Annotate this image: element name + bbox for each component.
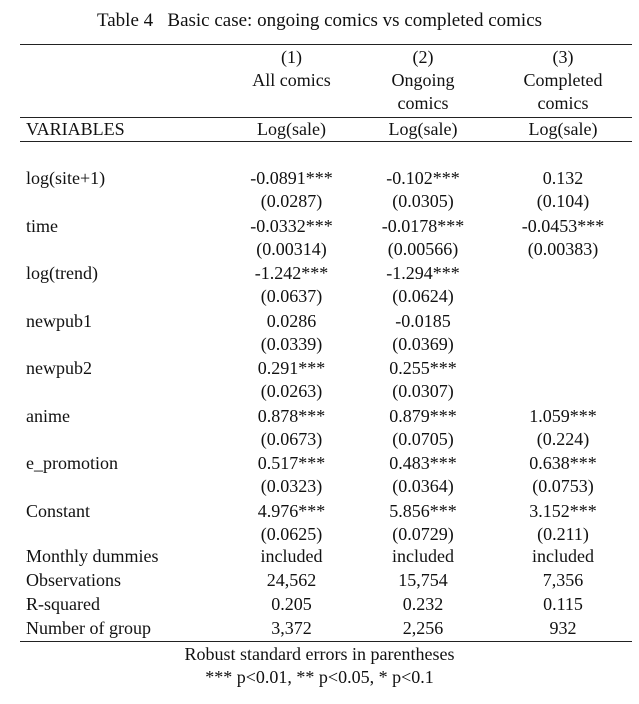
stat-number-of-group-col2: 2,256 xyxy=(402,618,444,638)
row-label-monthly-dummies: Monthly dummies xyxy=(26,546,159,566)
coefficient-time-col3: -0.0453*** xyxy=(521,216,605,236)
row-label-constant: Constant xyxy=(26,501,91,521)
coefficient-newpub1-col1: 0.0286 xyxy=(266,311,317,331)
table-caption: Table 4 Basic case: ongoing comics vs completed comics xyxy=(96,10,543,31)
coefficient-log-site-1-col2: -0.102*** xyxy=(386,168,460,188)
variables-header: VARIABLES xyxy=(26,119,125,139)
column-name-2-line2: comics xyxy=(397,93,449,113)
coefficient-e-promotion-col1: 0.517*** xyxy=(257,453,326,473)
dependent-variable-3: Log(sale) xyxy=(528,119,598,139)
stat-r-squared-col3: 0.115 xyxy=(543,594,583,614)
coefficient-newpub2-col1: 0.291*** xyxy=(257,358,326,378)
std-error-e-promotion-col2: (0.0364) xyxy=(392,476,454,496)
row-label-r-squared: R-squared xyxy=(26,594,100,614)
column-number-2: (2) xyxy=(412,47,434,67)
row-label-log-site-1: log(site+1) xyxy=(26,168,106,188)
coefficient-constant-col2: 5.856*** xyxy=(389,501,457,521)
table-bottom-rule xyxy=(20,641,632,642)
column-name-3: Completed xyxy=(523,70,603,90)
stat-monthly-dummies-col1: included xyxy=(260,546,323,566)
coefficient-time-col1: -0.0332*** xyxy=(250,216,333,236)
row-label-time: time xyxy=(26,216,58,236)
column-number-1: (1) xyxy=(281,47,302,67)
coefficient-log-trend-col1: -1.242*** xyxy=(254,263,329,283)
coefficient-e-promotion-col3: 0.638*** xyxy=(529,453,597,473)
std-error-anime-col3: (0.224) xyxy=(536,429,590,449)
stat-r-squared-col1: 0.205 xyxy=(271,594,312,614)
stat-number-of-group-col3: 932 xyxy=(549,618,577,638)
std-error-time-col3: (0.00383) xyxy=(527,239,599,259)
coefficient-e-promotion-col2: 0.483*** xyxy=(389,453,457,473)
std-error-constant-col2: (0.0729) xyxy=(392,524,454,544)
dependent-variable-2: Log(sale) xyxy=(388,119,458,139)
variables-rule xyxy=(20,141,632,142)
stat-observations-col2: 15,754 xyxy=(398,570,448,590)
coefficient-newpub1-col2: -0.0185 xyxy=(395,311,451,331)
std-error-e-promotion-col1: (0.0323) xyxy=(260,476,323,496)
std-error-newpub2-col1: (0.0263) xyxy=(260,381,323,401)
row-label-newpub2: newpub2 xyxy=(26,358,92,378)
row-label-observations: Observations xyxy=(26,570,121,590)
column-name-1: All comics xyxy=(252,70,331,90)
std-error-newpub1-col2: (0.0369) xyxy=(392,334,454,354)
std-error-log-trend-col1: (0.0637) xyxy=(260,286,323,306)
std-error-log-trend-col2: (0.0624) xyxy=(392,286,454,306)
std-error-log-site-1-col1: (0.0287) xyxy=(260,191,323,211)
stat-number-of-group-col1: 3,372 xyxy=(271,618,312,638)
row-label-e-promotion: e_promotion xyxy=(26,453,118,473)
coefficient-anime-col1: 0.878*** xyxy=(257,406,326,426)
coefficient-constant-col3: 3.152*** xyxy=(529,501,597,521)
row-label-anime: anime xyxy=(26,406,70,426)
std-error-constant-col3: (0.211) xyxy=(537,524,589,544)
std-error-constant-col1: (0.0625) xyxy=(260,524,323,544)
std-error-time-col2: (0.00566) xyxy=(387,239,459,259)
std-error-anime-col2: (0.0705) xyxy=(392,429,454,449)
column-name-3-line2: comics xyxy=(537,93,589,113)
table-note-2: *** p<0.01, ** p<0.05, * p<0.1 xyxy=(205,667,434,687)
column-number-3: (3) xyxy=(552,47,574,67)
table-top-rule xyxy=(20,44,632,45)
std-error-anime-col1: (0.0673) xyxy=(260,429,323,449)
coefficient-constant-col1: 4.976*** xyxy=(257,501,326,521)
coefficient-log-site-1-col1: -0.0891*** xyxy=(250,168,333,188)
std-error-e-promotion-col3: (0.0753) xyxy=(532,476,594,496)
std-error-log-site-1-col3: (0.104) xyxy=(536,191,590,211)
dependent-variable-1: Log(sale) xyxy=(257,119,326,139)
coefficient-anime-col3: 1.059*** xyxy=(529,406,597,426)
stat-monthly-dummies-col3: included xyxy=(532,546,594,566)
coefficient-anime-col2: 0.879*** xyxy=(389,406,457,426)
stat-observations-col1: 24,562 xyxy=(266,570,317,590)
stat-observations-col3: 7,356 xyxy=(542,570,584,590)
std-error-log-site-1-col2: (0.0305) xyxy=(392,191,454,211)
std-error-time-col1: (0.00314) xyxy=(256,239,327,259)
stat-monthly-dummies-col2: included xyxy=(392,546,454,566)
row-label-newpub1: newpub1 xyxy=(26,311,92,331)
coefficient-time-col2: -0.0178*** xyxy=(381,216,465,236)
table-note-1: Robust standard errors in parentheses xyxy=(184,644,455,664)
coefficient-newpub2-col2: 0.255*** xyxy=(389,358,457,378)
row-label-log-trend: log(trend) xyxy=(26,263,98,283)
std-error-newpub2-col2: (0.0307) xyxy=(392,381,454,401)
coefficient-log-site-1-col3: 0.132 xyxy=(542,168,584,188)
std-error-newpub1-col1: (0.0339) xyxy=(260,334,323,354)
coefficient-log-trend-col2: -1.294*** xyxy=(386,263,460,283)
stat-r-squared-col2: 0.232 xyxy=(402,594,444,614)
row-label-number-of-group: Number of group xyxy=(26,618,151,638)
column-name-2: Ongoing xyxy=(391,70,455,90)
